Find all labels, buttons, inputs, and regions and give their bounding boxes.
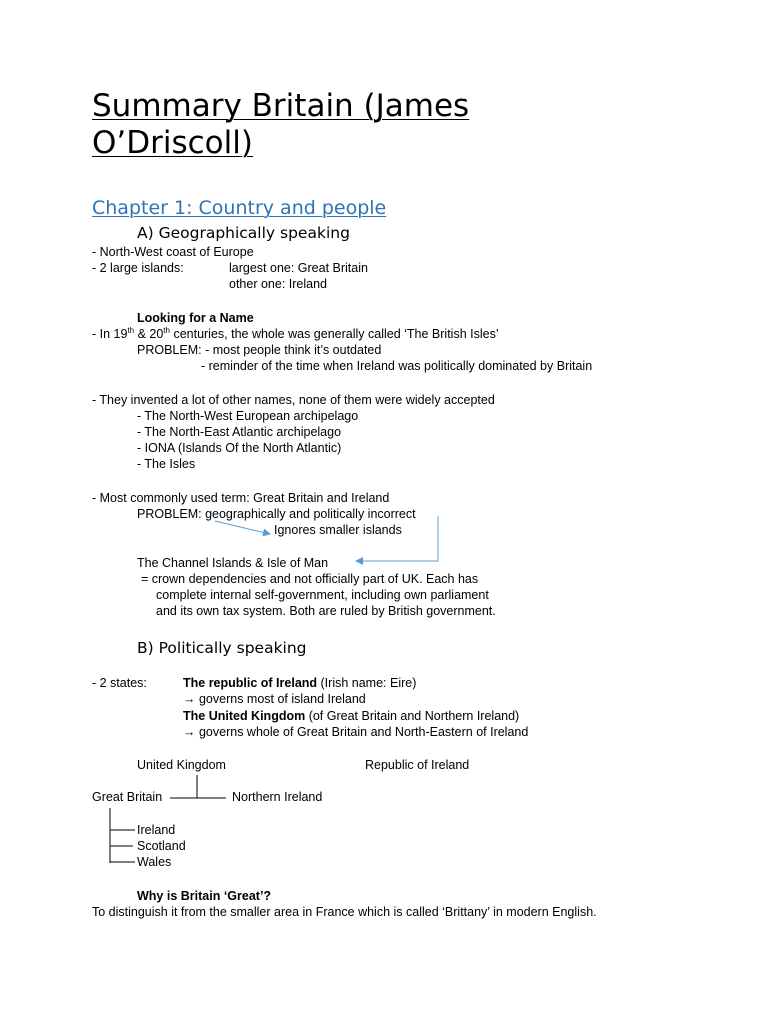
largest-island: largest one: Great Britain (229, 261, 368, 275)
section-a-heading: A) Geographically speaking (137, 224, 350, 242)
problem-outdated: PROBLEM: - most people think it’s outdated (137, 343, 382, 357)
section-b-heading: B) Politically speaking (137, 639, 307, 657)
common-term-line: - Most commonly used term: Great Britain and Ireland (92, 491, 390, 505)
tree-node-republic-of-ireland: Republic of Ireland (365, 758, 470, 772)
name-item: - The Isles (137, 457, 196, 471)
british-isles-line: - In 19th & 20th centuries, the whole was generally called ‘The British Isles’ (92, 326, 499, 341)
tree-node-great-britain: Great Britain (92, 790, 163, 804)
coast-line: - North-West coast of Europe (92, 245, 254, 259)
why-great-text: To distinguish it from the smaller area in France which is called ‘Brittany’ in modern English. (92, 905, 597, 919)
tree-connectors (110, 775, 226, 863)
islands-label: - 2 large islands: (92, 261, 184, 275)
uk-line: The United Kingdom (of Great Britain and Northern Ireland) (183, 709, 520, 723)
name-item: - The North-West European archipelago (137, 409, 359, 423)
republic-line: The republic of Ireland (Irish name: Eire) (183, 676, 417, 690)
why-great-heading: Why is Britain ‘Great’? (137, 889, 272, 903)
states-label: - 2 states: (92, 676, 147, 690)
tree-node-united-kingdom: United Kingdom (137, 758, 226, 772)
blue-arrow-to-ignores (215, 521, 270, 534)
chapter-heading: Chapter 1: Country and people (92, 197, 387, 219)
tree-node-northern-ireland: Northern Ireland (232, 790, 323, 804)
crown-dependencies-line: = crown dependencies and not officially part of UK. Each has (141, 572, 479, 586)
problem-reminder: - reminder of the time when Ireland was politically dominated by Britain (201, 359, 593, 373)
name-subheading: Looking for a Name (137, 311, 254, 325)
tree-node-wales: Wales (137, 855, 172, 869)
tax-system-line: and its own tax system. Both are ruled by British government. (156, 604, 496, 618)
tree-node-scotland: Scotland (137, 839, 186, 853)
name-item: - IONA (Islands Of the North Atlantic) (137, 441, 342, 455)
self-government-line: complete internal self-government, including own parliament (156, 588, 489, 602)
uk-governs-line: → governs whole of Great Britain and North-Eastern of Ireland (183, 725, 529, 739)
problem-incorrect: PROBLEM: geographically and politically incorrect (137, 507, 416, 521)
document-title-line-2: O’Driscoll) (92, 125, 253, 161)
other-island: other one: Ireland (229, 277, 327, 291)
blue-arrow-to-channel-islands (356, 516, 438, 561)
document-title-line-1: Summary Britain (James (92, 88, 470, 124)
ignores-smaller-islands: Ignores smaller islands (274, 523, 402, 537)
channel-islands-line: The Channel Islands & Isle of Man (137, 556, 329, 570)
name-item: - The North-East Atlantic archipelago (137, 425, 342, 439)
tree-node-ireland: Ireland (137, 823, 176, 837)
invented-names-line: - They invented a lot of other names, none of them were widely accepted (92, 393, 495, 407)
republic-governs-line: → governs most of island Ireland (183, 692, 366, 706)
